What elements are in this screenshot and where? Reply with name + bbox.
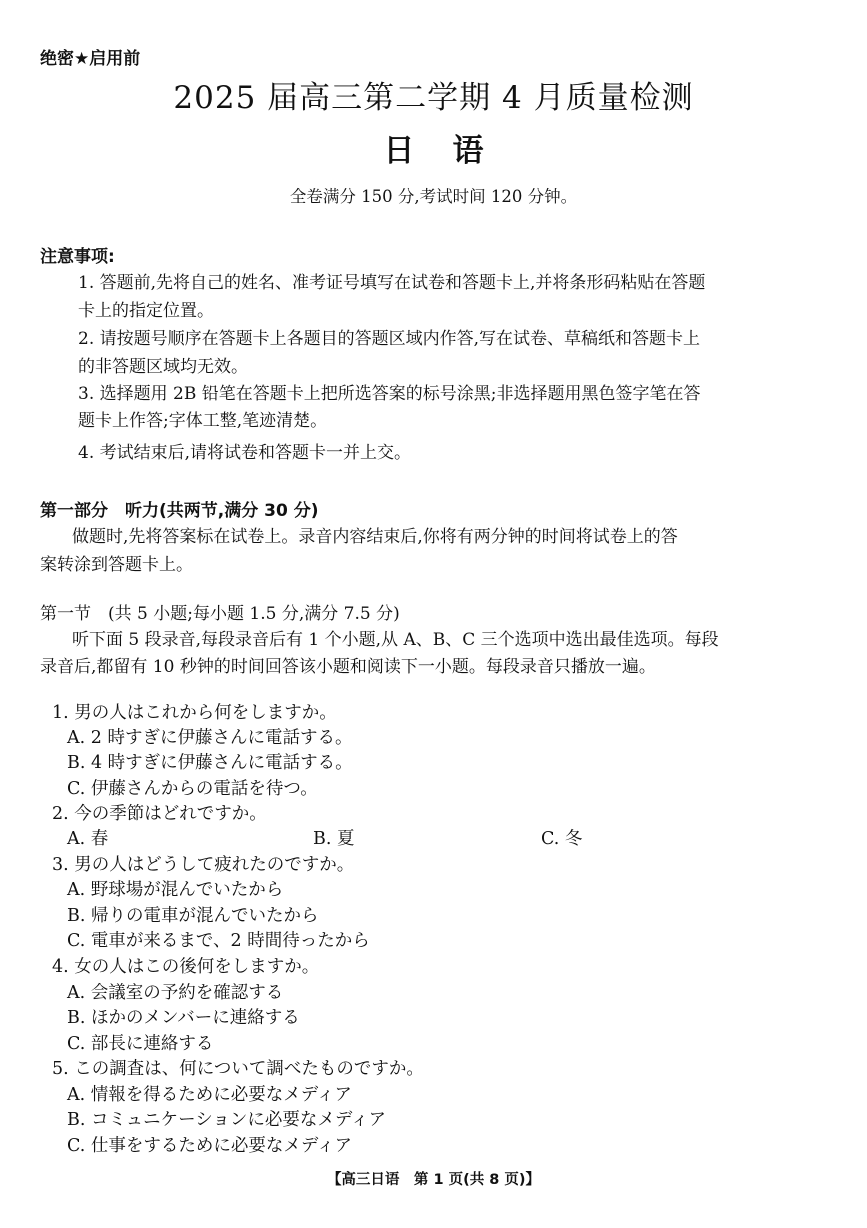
notice-line: 的非答题区域均无效。 xyxy=(78,357,248,377)
notice-heading: 注意事项: xyxy=(40,247,115,267)
option-c: C. 伊藤さんからの電話を待つ。 xyxy=(67,779,318,799)
option-b: B. 4 時すぎに伊藤さんに電話する。 xyxy=(67,753,353,773)
question-stem: 2. 今の季節はどれですか。 xyxy=(52,804,267,824)
option-c: C. 部長に連絡する xyxy=(67,1034,214,1054)
section1-instruction: 听下面 5 段录音,每段录音后有 1 个小题,从 A、B、C 三个选项中选出最佳选项。每段 xyxy=(72,630,719,650)
part1-heading: 第一部分 听力(共两节,满分 30 分) xyxy=(40,501,319,521)
option-b: B. コミュニケーションに必要なメディア xyxy=(67,1110,387,1130)
section1-heading: 第一节 (共 5 小题;每小题 1.5 分,满分 7.5 分) xyxy=(40,604,400,624)
question-stem: 1. 男の人はこれから何をしますか。 xyxy=(52,703,337,723)
option-a: A. 春 xyxy=(67,829,109,849)
score-info: 全卷满分 150 分,考试时间 120 分钟。 xyxy=(289,187,578,206)
notice-line: 2. 请按题号顺序在答题卡上各题目的答题区域内作答,写在试卷、草稿纸和答题卡上 xyxy=(78,329,701,349)
option-a: A. 情報を得るために必要なメディア xyxy=(67,1085,352,1105)
confidential-label: 绝密★启用前 xyxy=(40,49,141,69)
option-b: B. ほかのメンバーに連絡する xyxy=(67,1008,300,1028)
part1-instruction: 做题时,先将答案标在试卷上。录音内容结束后,你将有两分钟的时间将试卷上的答 xyxy=(72,527,678,547)
option-b: B. 夏 xyxy=(313,829,355,849)
option-c: C. 電車が来るまで、2 時間待ったから xyxy=(67,931,370,951)
subject-title: 日语 xyxy=(383,133,522,169)
question-stem: 4. 女の人はこの後何をしますか。 xyxy=(52,957,320,977)
page-footer: 【高三日语 第 1 页(共 8 页)】 xyxy=(326,1172,541,1188)
part1-instruction: 案转涂到答题卡上。 xyxy=(40,555,193,575)
option-c: C. 冬 xyxy=(541,829,583,849)
option-a: A. 野球場が混んでいたから xyxy=(67,880,284,900)
notice-line: 1. 答题前,先将自己的姓名、准考证号填写在试卷和答题卡上,并将条形码粘贴在答题 xyxy=(78,273,706,293)
notice-line: 4. 考试结束后,请将试卷和答题卡一并上交。 xyxy=(78,443,412,463)
question-stem: 3. 男の人はどうして疲れたのですか。 xyxy=(52,855,355,875)
notice-line: 题卡上作答;字体工整,笔迹清楚。 xyxy=(78,411,328,431)
option-a: A. 2 時すぎに伊藤さんに電話する。 xyxy=(67,728,353,748)
question-stem: 5. この調査は、何について調べたものですか。 xyxy=(52,1059,424,1079)
exam-title: 2025 届高三第二学期 4 月质量检测 xyxy=(173,80,694,116)
section1-instruction: 录音后,都留有 10 秒钟的时间回答该小题和阅读下一小题。每段录音只播放一遍。 xyxy=(40,657,656,677)
option-b: B. 帰りの電車が混んでいたから xyxy=(67,906,319,926)
option-c: C. 仕事をするために必要なメディア xyxy=(67,1136,352,1156)
notice-line: 3. 选择题用 2B 铅笔在答题卡上把所选答案的标号涂黑;非选择题用黑色签字笔在答 xyxy=(78,384,701,404)
notice-line: 卡上的指定位置。 xyxy=(78,301,214,321)
option-a: A. 会議室の予約を確認する xyxy=(67,983,284,1003)
